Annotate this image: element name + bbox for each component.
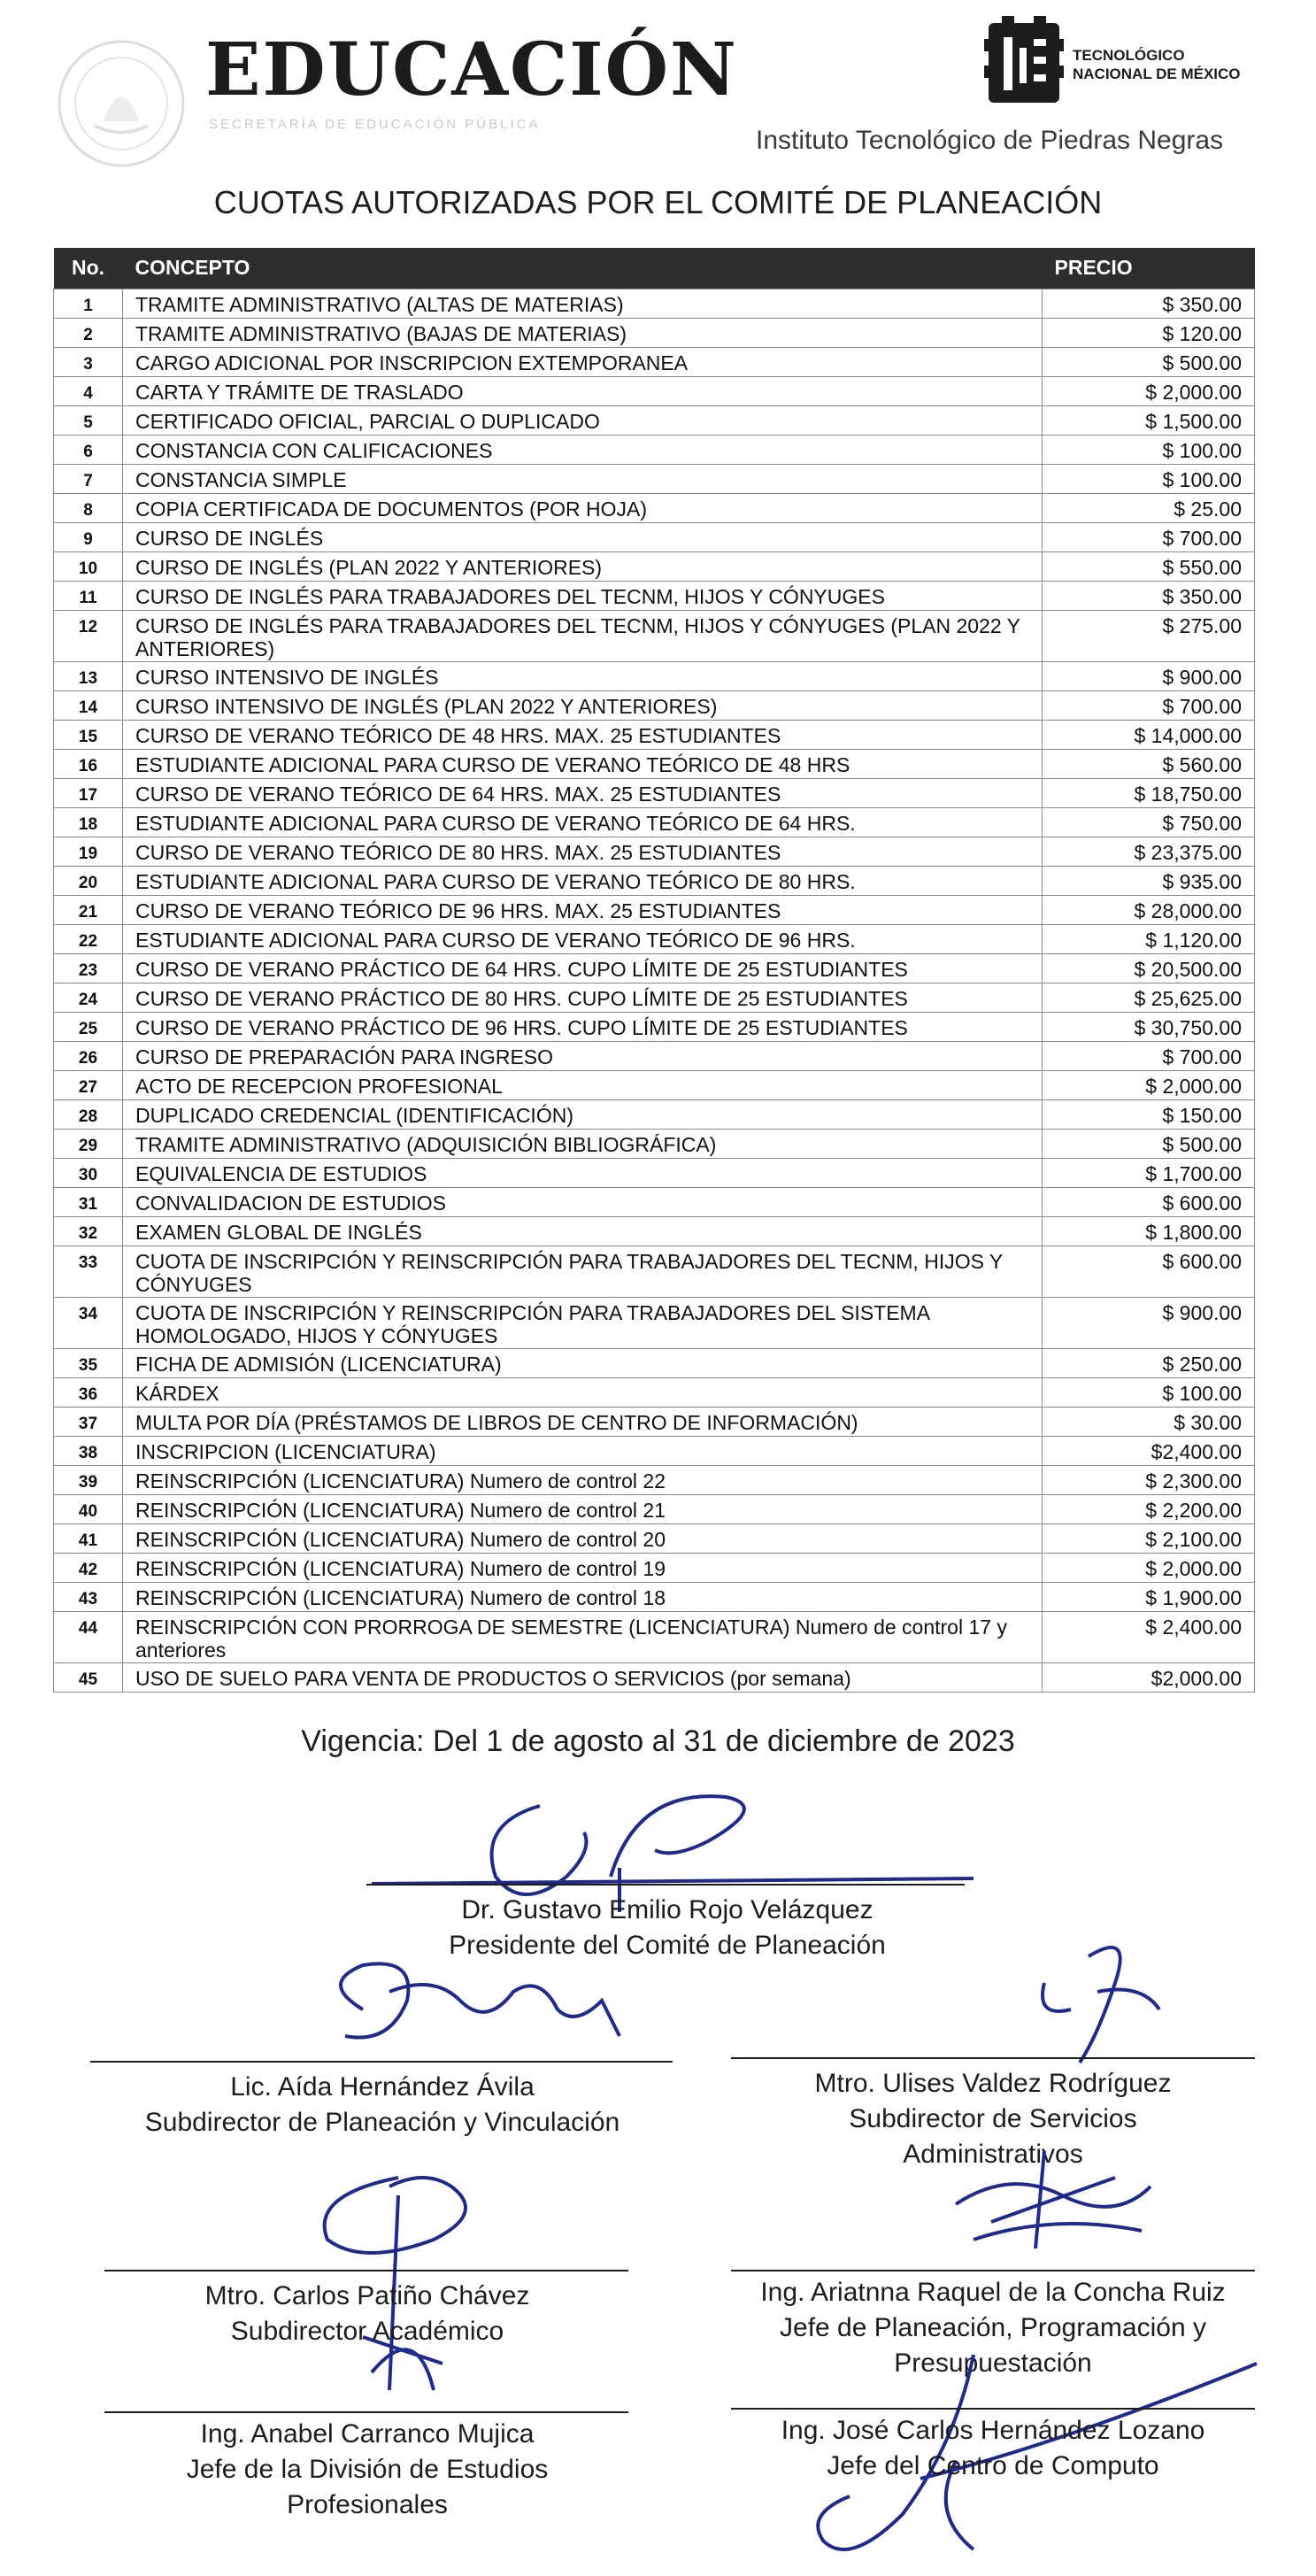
letterhead (0, 0, 1316, 177)
row-price: $ 28,000.00 (1043, 895, 1255, 924)
signature-president-icon (354, 1770, 991, 1912)
document-title: CUOTAS AUTORIZADAS POR EL COMITÉ DE PLANEACIÓN (213, 184, 1103, 220)
row-price: $ 120.00 (1043, 318, 1255, 347)
row-number: 20 (54, 866, 123, 895)
row-concept: FICHA DE ADMISIÓN (LICENCIATURA) (123, 1348, 1043, 1377)
row-number: 26 (54, 1041, 123, 1070)
row-price: $ 1,700.00 (1043, 1158, 1255, 1187)
row-concept: REINSCRIPCIÓN (LICENCIATURA) Numero de control 18 (123, 1582, 1043, 1611)
row-number: 27 (54, 1070, 123, 1099)
row-price: $ 600.00 (1043, 1187, 1255, 1216)
row-number: 15 (54, 720, 123, 749)
brand-title: EDUCACIÓN (205, 27, 739, 112)
row-number: 19 (54, 837, 123, 866)
row-price: $ 700.00 (1043, 1041, 1255, 1070)
signature-budget-icon (938, 2133, 1168, 2257)
row-concept: CONSTANCIA SIMPLE (123, 464, 1043, 493)
signatory-role: Presupuestación (894, 2348, 1092, 2378)
row-price: $ 935.00 (1043, 866, 1255, 895)
brand-subtitle: SECRETARÍA DE EDUCACIÓN PÚBLICA (209, 117, 541, 132)
row-price: $ 2,100.00 (1043, 1523, 1255, 1553)
row-price: $ 550.00 (1043, 551, 1255, 581)
row-concept: CURSO DE VERANO PRÁCTICO DE 80 HRS. CUPO LÍMITE DE 25 ESTUDIANTES (123, 983, 1043, 1012)
row-price: $2,000.00 (1043, 1662, 1255, 1692)
row-price: $ 1,800.00 (1043, 1216, 1255, 1246)
table-row (54, 749, 1255, 778)
row-concept: CONSTANCIA CON CALIFICACIONES (123, 435, 1043, 464)
row-number: 10 (54, 551, 123, 581)
signatory-role: Jefe de la División de Estudios (186, 2455, 549, 2484)
fees-table-body (54, 289, 1255, 1692)
table-row (54, 1187, 1255, 1216)
signatory-name: Dr. Gustavo Emilio Rojo Velázquez (461, 1895, 873, 1924)
row-concept: ESTUDIANTE ADICIONAL PARA CURSO DE VERANO TEÓRICO DE 80 HRS. (123, 866, 1043, 895)
table-row (54, 1662, 1255, 1692)
signatory-role: Administrativos (903, 2140, 1083, 2169)
table-row (54, 551, 1255, 581)
signatory-name: Ing. Anabel Carranco Mujica (200, 2419, 535, 2449)
row-concept: MULTA POR DÍA (PRÉSTAMOS DE LIBROS DE CENTRO DE INFORMACIÓN) (123, 1407, 1043, 1436)
row-number: 11 (54, 581, 123, 610)
row-concept: REINSCRIPCIÓN (LICENCIATURA) Numero de control 19 (123, 1553, 1043, 1582)
row-price: $2,400.00 (1043, 1436, 1255, 1465)
row-price: $ 350.00 (1043, 581, 1255, 610)
row-price: $ 900.00 (1043, 661, 1255, 690)
signatory-role: Subdirector de Servicios (849, 2104, 1137, 2133)
row-number: 4 (54, 376, 123, 405)
row-number: 9 (54, 522, 123, 551)
signatory-name: Ing. José Carlos Hernández Lozano (781, 2416, 1205, 2445)
signature-line-academic (104, 2270, 628, 2271)
row-concept: CARGO ADICIONAL POR INSCRIPCION EXTEMPORANEA (123, 347, 1043, 376)
row-number: 35 (54, 1348, 123, 1377)
row-concept: EXAMEN GLOBAL DE INGLÉS (123, 1216, 1043, 1246)
signatory-role: Subdirector Académico (230, 2317, 504, 2346)
table-row (54, 778, 1255, 807)
row-price: $ 2,000.00 (1043, 1070, 1255, 1099)
table-row (54, 807, 1255, 837)
table-row (54, 289, 1255, 318)
row-number: 37 (54, 1407, 123, 1436)
table-row (54, 347, 1255, 376)
row-number: 22 (54, 924, 123, 953)
row-concept: CURSO DE INGLÉS (PLAN 2022 Y ANTERIORES) (123, 551, 1043, 581)
table-row (54, 493, 1255, 522)
row-concept: CONVALIDACION DE ESTUDIOS (123, 1187, 1043, 1216)
signature-planning-icon (310, 1947, 664, 2063)
table-row (54, 1012, 1255, 1041)
row-number: 33 (54, 1246, 123, 1297)
row-number: 13 (54, 661, 123, 690)
row-price: $ 500.00 (1043, 1129, 1255, 1158)
row-number: 32 (54, 1216, 123, 1246)
row-number: 29 (54, 1129, 123, 1158)
row-number: 6 (54, 435, 123, 464)
table-row (54, 661, 1255, 690)
table-row (54, 1070, 1255, 1099)
table-row (54, 690, 1255, 720)
row-price: $ 30,750.00 (1043, 1012, 1255, 1041)
row-price: $ 2,000.00 (1043, 1553, 1255, 1582)
row-price: $ 350.00 (1043, 289, 1255, 318)
table-row (54, 1611, 1255, 1662)
signatory-role: Jefe del Centro de Computo (827, 2451, 1159, 2480)
fees-table (53, 248, 1255, 1693)
table-row (54, 376, 1255, 405)
table-row (54, 720, 1255, 749)
row-number: 8 (54, 493, 123, 522)
row-price: $ 2,300.00 (1043, 1465, 1255, 1494)
table-row (54, 405, 1255, 435)
table-row (54, 866, 1255, 895)
table-row (54, 1216, 1255, 1246)
signatory-name: Ing. Ariatnna Raquel de la Concha Ruiz (760, 2278, 1226, 2307)
row-number: 34 (54, 1297, 123, 1348)
signature-line-president (366, 1884, 965, 1886)
row-number: 1 (54, 289, 123, 318)
table-row (54, 581, 1255, 610)
row-number: 40 (54, 1494, 123, 1523)
table-row (54, 953, 1255, 983)
signatory-name: Mtro. Ulises Valdez Rodríguez (814, 2069, 1172, 2098)
table-row (54, 1465, 1255, 1494)
row-price: $ 900.00 (1043, 1297, 1255, 1348)
national-seal-icon (55, 37, 188, 170)
signatory-name: Lic. Aída Hernández Ávila (230, 2072, 535, 2102)
row-concept: TRAMITE ADMINISTRATIVO (ALTAS DE MATERIAS) (123, 289, 1043, 318)
row-concept: CUOTA DE INSCRIPCIÓN Y REINSCRIPCIÓN PARA TRABAJADORES DEL SISTEMA HOMOLOGADO, HIJOS Y CÓNYUGES (123, 1297, 1043, 1348)
row-price: $ 250.00 (1043, 1348, 1255, 1377)
row-concept: CURSO DE VERANO PRÁCTICO DE 96 HRS. CUPO LÍMITE DE 25 ESTUDIANTES (123, 1012, 1043, 1041)
row-price: $ 100.00 (1043, 435, 1255, 464)
row-concept: KÁRDEX (123, 1377, 1043, 1407)
validity-period: Vigencia: Del 1 de agosto al 31 de diciembre de 2023 (301, 1724, 1015, 1758)
row-number: 31 (54, 1187, 123, 1216)
signature-line-computing (731, 2408, 1255, 2410)
row-concept: ACTO DE RECEPCION PROFESIONAL (123, 1070, 1043, 1099)
row-concept: CURSO DE PREPARACIÓN PARA INGRESO (123, 1041, 1043, 1070)
table-row (54, 522, 1255, 551)
row-concept: ESTUDIANTE ADICIONAL PARA CURSO DE VERANO TEÓRICO DE 96 HRS. (123, 924, 1043, 953)
column-header-price: PRECIO (1043, 248, 1255, 289)
row-number: 39 (54, 1465, 123, 1494)
row-number: 38 (54, 1436, 123, 1465)
table-row (54, 1158, 1255, 1187)
table-row (54, 1407, 1255, 1436)
row-concept: REINSCRIPCIÓN CON PRORROGA DE SEMESTRE (LICENCIATURA) Numero de control 17 y anteriores (123, 1611, 1043, 1662)
table-row (54, 318, 1255, 347)
row-concept: EQUIVALENCIA DE ESTUDIOS (123, 1158, 1043, 1187)
row-concept: CURSO DE VERANO TEÓRICO DE 96 HRS. MAX. 25 ESTUDIANTES (123, 895, 1043, 924)
institute-name: Instituto Tecnológico de Piedras Negras (756, 126, 1224, 155)
table-row (54, 1246, 1255, 1297)
signature-services-icon (1009, 1930, 1186, 2071)
table-row (54, 1099, 1255, 1129)
row-number: 2 (54, 318, 123, 347)
row-price: $ 30.00 (1043, 1407, 1255, 1436)
row-concept: CURSO DE INGLÉS PARA TRABAJADORES DEL TECNM, HIJOS Y CÓNYUGES (123, 581, 1043, 610)
column-header-concept: CONCEPTO (123, 248, 1043, 289)
signature-line-budget (731, 2270, 1255, 2271)
row-number: 3 (54, 347, 123, 376)
row-number: 7 (54, 464, 123, 493)
row-price: $ 560.00 (1043, 749, 1255, 778)
row-number: 24 (54, 983, 123, 1012)
row-price: $ 23,375.00 (1043, 837, 1255, 866)
signatory-name: Mtro. Carlos Patiño Chávez (204, 2281, 530, 2310)
row-number: 23 (54, 953, 123, 983)
row-concept: TRAMITE ADMINISTRATIVO (ADQUISICIÓN BIBLIOGRÁFICA) (123, 1129, 1043, 1158)
row-price: $ 14,000.00 (1043, 720, 1255, 749)
row-price: $ 2,000.00 (1043, 376, 1255, 405)
table-row (54, 1129, 1255, 1158)
table-row (54, 1041, 1255, 1070)
table-row (54, 1436, 1255, 1465)
row-concept: CARTA Y TRÁMITE DE TRASLADO (123, 376, 1043, 405)
row-price: $ 2,400.00 (1043, 1611, 1255, 1662)
table-row (54, 1377, 1255, 1407)
row-number: 21 (54, 895, 123, 924)
row-price: $ 600.00 (1043, 1246, 1255, 1297)
row-price: $ 25,625.00 (1043, 983, 1255, 1012)
table-row (54, 895, 1255, 924)
row-number: 45 (54, 1662, 123, 1692)
row-concept: TRAMITE ADMINISTRATIVO (BAJAS DE MATERIAS) (123, 318, 1043, 347)
row-concept: REINSCRIPCIÓN (LICENCIATURA) Numero de control 21 (123, 1494, 1043, 1523)
row-number: 12 (54, 610, 123, 661)
row-concept: INSCRIPCION (LICENCIATURA) (123, 1436, 1043, 1465)
row-number: 18 (54, 807, 123, 837)
signatory-studies (97, 2417, 637, 2523)
row-concept: CURSO INTENSIVO DE INGLÉS (123, 661, 1043, 690)
row-price: $ 2,200.00 (1043, 1494, 1255, 1523)
signatory-role: Jefe de Planeación, Programación y (780, 2313, 1206, 2342)
signature-line-services (731, 2057, 1255, 2059)
row-price: $ 700.00 (1043, 522, 1255, 551)
table-row (54, 610, 1255, 661)
row-price: $ 1,900.00 (1043, 1582, 1255, 1611)
signatory-role: Profesionales (287, 2490, 448, 2519)
row-price: $ 500.00 (1043, 347, 1255, 376)
signatory-planning (81, 2070, 683, 2140)
row-number: 5 (54, 405, 123, 435)
row-concept: DUPLICADO CREDENCIAL (IDENTIFICACIÓN) (123, 1099, 1043, 1129)
table-row (54, 464, 1255, 493)
row-concept: REINSCRIPCIÓN (LICENCIATURA) Numero de control 20 (123, 1523, 1043, 1553)
row-concept: ESTUDIANTE ADICIONAL PARA CURSO DE VERANO TEÓRICO DE 64 HRS. (123, 807, 1043, 837)
row-price: $ 20,500.00 (1043, 953, 1255, 983)
row-concept: CUOTA DE INSCRIPCIÓN Y REINSCRIPCIÓN PARA TRABAJADORES DEL TECNM, HIJOS Y CÓNYUGES (123, 1246, 1043, 1297)
row-concept: USO DE SUELO PARA VENTA DE PRODUCTOS O SERVICIOS (por semana) (123, 1662, 1043, 1692)
table-row (54, 837, 1255, 866)
row-concept: CURSO DE INGLÉS (123, 522, 1043, 551)
row-concept: CURSO INTENSIVO DE INGLÉS (PLAN 2022 Y ANTERIORES) (123, 690, 1043, 720)
signatory-academic (97, 2279, 637, 2349)
row-concept: COPIA CERTIFICADA DE DOCUMENTOS (POR HOJA) (123, 493, 1043, 522)
table-header-row (54, 248, 1255, 289)
column-header-no: No. (54, 248, 123, 289)
table-row (54, 924, 1255, 953)
row-number: 36 (54, 1377, 123, 1407)
row-number: 43 (54, 1582, 123, 1611)
row-concept: CURSO DE VERANO PRÁCTICO DE 64 HRS. CUPO LÍMITE DE 25 ESTUDIANTES (123, 953, 1043, 983)
row-concept: CURSO DE VERANO TEÓRICO DE 64 HRS. MAX. 25 ESTUDIANTES (123, 778, 1043, 807)
row-price: $ 1,500.00 (1043, 405, 1255, 435)
row-number: 30 (54, 1158, 123, 1187)
table-row (54, 1582, 1255, 1611)
tecnm-gear-logo-icon (984, 12, 1064, 110)
signatory-role: Subdirector de Planeación y Vinculación (144, 2108, 620, 2137)
row-price: $ 100.00 (1043, 1377, 1255, 1407)
row-price: $ 100.00 (1043, 464, 1255, 493)
row-number: 25 (54, 1012, 123, 1041)
row-price: $ 18,750.00 (1043, 778, 1255, 807)
table-row (54, 1553, 1255, 1582)
row-price: $ 700.00 (1043, 690, 1255, 720)
row-price: $ 150.00 (1043, 1099, 1255, 1129)
row-price: $ 750.00 (1043, 807, 1255, 837)
row-number: 17 (54, 778, 123, 807)
row-number: 42 (54, 1553, 123, 1582)
row-concept: CURSO DE VERANO TEÓRICO DE 48 HRS. MAX. 25 ESTUDIANTES (123, 720, 1043, 749)
row-concept: CURSO DE INGLÉS PARA TRABAJADORES DEL TECNM, HIJOS Y CÓNYUGES (PLAN 2022 Y ANTERIORES) (123, 610, 1043, 661)
signature-line-planning (90, 2061, 673, 2063)
row-number: 14 (54, 690, 123, 720)
table-row (54, 983, 1255, 1012)
row-number: 28 (54, 1099, 123, 1129)
row-number: 41 (54, 1523, 123, 1553)
row-concept: CURSO DE VERANO TEÓRICO DE 80 HRS. MAX. 25 ESTUDIANTES (123, 837, 1043, 866)
row-concept: REINSCRIPCIÓN (LICENCIATURA) Numero de control 22 (123, 1465, 1043, 1494)
table-row (54, 1523, 1255, 1553)
row-concept: CERTIFICADO OFICIAL, PARCIAL O DUPLICADO (123, 405, 1043, 435)
table-row (54, 1494, 1255, 1523)
table-row (54, 435, 1255, 464)
signatory-computing (727, 2413, 1258, 2484)
table-row (54, 1348, 1255, 1377)
table-row (54, 1297, 1255, 1348)
row-price: $ 1,120.00 (1043, 924, 1255, 953)
row-price: $ 275.00 (1043, 610, 1255, 661)
row-price: $ 25.00 (1043, 493, 1255, 522)
row-number: 44 (54, 1611, 123, 1662)
row-concept: ESTUDIANTE ADICIONAL PARA CURSO DE VERANO TEÓRICO DE 48 HRS (123, 749, 1043, 778)
row-number: 16 (54, 749, 123, 778)
tecnm-name: TECNOLÓGICO NACIONAL DE MÉXICO (1073, 47, 1241, 83)
signature-line-studies (104, 2411, 628, 2413)
signatory-role: Presidente del Comité de Planeación (449, 1931, 886, 1960)
